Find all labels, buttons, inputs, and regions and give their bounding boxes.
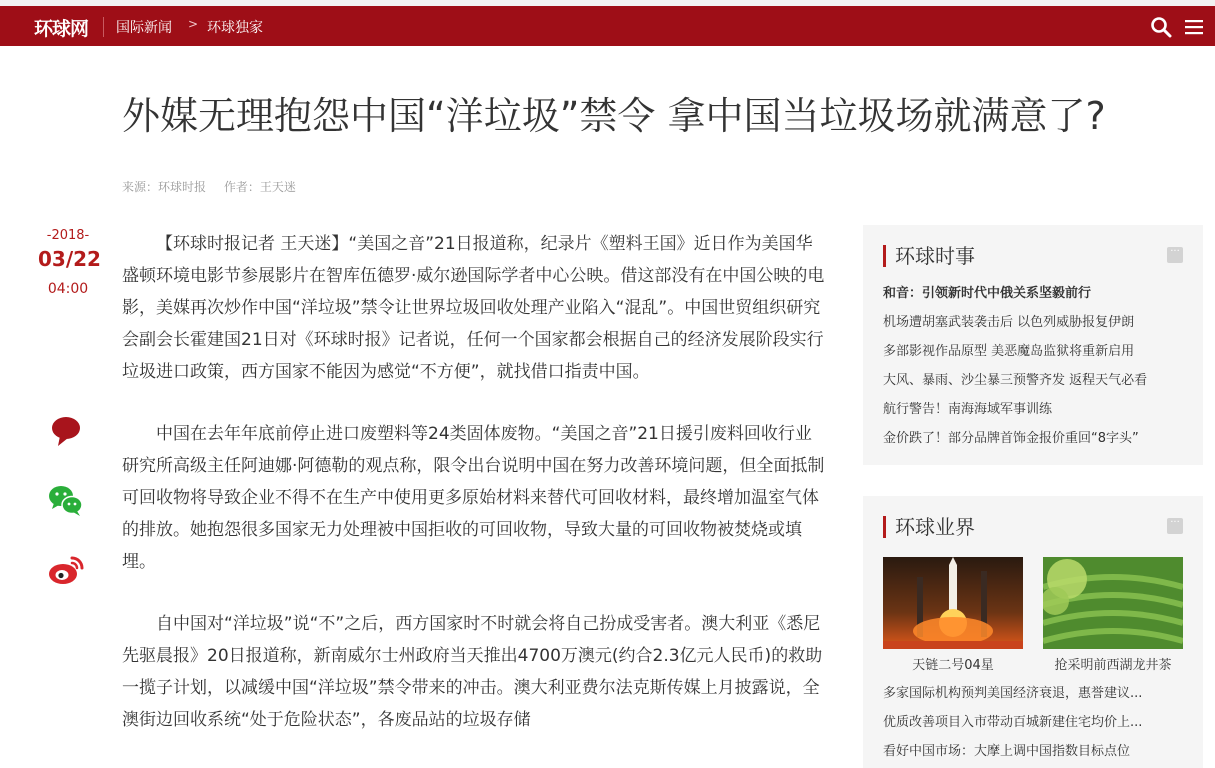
- panel-title: 环球时事: [883, 245, 975, 267]
- article-meta: [122, 178, 310, 195]
- article-paragraph: 【环球时报记者 王天迷】“美国之音”21日报道称，纪录片《塑料王国》近日作为美国华盛顿环境电影节参展影片在智库伍德罗·威尔逊国际学者中心公映。借这部没有在中国公映的电影，美媒再次炒作中国“洋垃圾”禁令让世界垃圾回收处理产业陷入“混乱”。中国世贸组织研究会副会长霍建国21日对《环球时报》记者说，任何一个国家都会根据自己的经济发展阶段实行垃圾进口政策，西方国家不能因为感觉“不方便”，就找借口指责中国。: [122, 234, 825, 382]
- comment-icon[interactable]: [46, 414, 86, 450]
- search-icon[interactable]: [1150, 16, 1172, 38]
- top-navbar: [0, 6, 1215, 46]
- article-title: 外媒无理抱怨中国“洋垃圾”禁令 拿中国当垃圾场就满意了?: [122, 94, 1106, 138]
- tea-field-image[interactable]: [1043, 557, 1183, 649]
- image-caption[interactable]: 抢采明前西湖龙井茶: [1054, 658, 1172, 673]
- news-item[interactable]: 机场遭胡塞武装袭击后 以色列威胁报复伊朗: [883, 315, 1135, 330]
- news-item[interactable]: 和音：引领新时代中俄关系坚毅前行: [883, 286, 1092, 301]
- weibo-icon[interactable]: [46, 552, 86, 588]
- news-item[interactable]: 大风、暴雨、沙尘暴三预警齐发 返程天气必看: [883, 373, 1148, 388]
- news-item[interactable]: 航行警告！南海海域军事训练: [883, 402, 1053, 417]
- more-icon[interactable]: ···: [1167, 518, 1183, 534]
- menu-icon[interactable]: [1184, 17, 1204, 37]
- more-icon[interactable]: ···: [1167, 247, 1183, 263]
- sidebar-panel-industry: [863, 496, 1203, 768]
- rocket-launch-image[interactable]: [883, 557, 1023, 649]
- publish-date: [38, 228, 101, 297]
- nav-divider: [103, 17, 104, 37]
- news-item[interactable]: 金价跌了！部分品牌首饰金报价重回“8字头”: [883, 431, 1139, 446]
- news-list: [883, 679, 1183, 766]
- news-item[interactable]: 看好中国市场：大摩上调中国指数目标点位: [883, 744, 1131, 759]
- panel-title: 环球业界: [883, 516, 975, 538]
- article-paragraph: 自中国对“洋垃圾”说“不”之后，西方国家时不时就会将自己扮成受害者。澳大利亚《悉尼先驱晨报》20日报道称，新南威尔士州政府当天推出4700万澳元(约合2.3亿元人民币)的救助一揽子计划，以减缓中国“洋垃圾”禁令带来的冲击。澳大利亚费尔法克斯传媒上月披露说，全澳街边回收系统“处于危险状态”，各废品站的垃圾存储: [122, 614, 823, 730]
- news-item[interactable]: 多部影视作品原型 美恶魔岛监狱将重新启用: [883, 344, 1135, 359]
- article-paragraph: 中国在去年年底前停止进口废塑料等24类固体废物。“美国之音”21日援引废料回收行业研究所高级主任阿迪娜·阿德勒的观点称，限令出台说明中国在努力改善环境问题，但全面抵制可回收物将导致企业不得不在生产中使用更多原始材料来替代可回收材料，最终增加温室气体的排放。她抱怨很多国家无力处理被中国拒收的可回收物，导致大量的可回收物被焚烧或填埋。: [122, 424, 825, 572]
- breadcrumb-international-news[interactable]: 国际新闻: [116, 20, 172, 36]
- date-month-day: 03/22: [38, 247, 101, 271]
- breadcrumb-separator: >: [188, 17, 199, 31]
- date-time: 04:00: [47, 281, 89, 297]
- news-list: [883, 279, 1183, 453]
- article-author: 作者：王天迷: [223, 180, 296, 194]
- breadcrumb-exclusive[interactable]: 环球独家: [207, 20, 263, 36]
- news-item[interactable]: 优质改善项目入市带动百城新建住宅均价上...: [883, 715, 1143, 730]
- article-body: [122, 228, 827, 766]
- wechat-icon[interactable]: [46, 484, 86, 520]
- sidebar-panel-world-affairs: [863, 225, 1203, 465]
- site-logo[interactable]: 环球网: [34, 18, 89, 40]
- date-year: -2018-: [46, 228, 90, 243]
- news-item[interactable]: 多家国际机构预判美国经济衰退，惠誉建议...: [883, 686, 1143, 701]
- image-caption[interactable]: 天链二号04星: [912, 658, 994, 673]
- article-source[interactable]: 来源：环球时报: [122, 180, 207, 194]
